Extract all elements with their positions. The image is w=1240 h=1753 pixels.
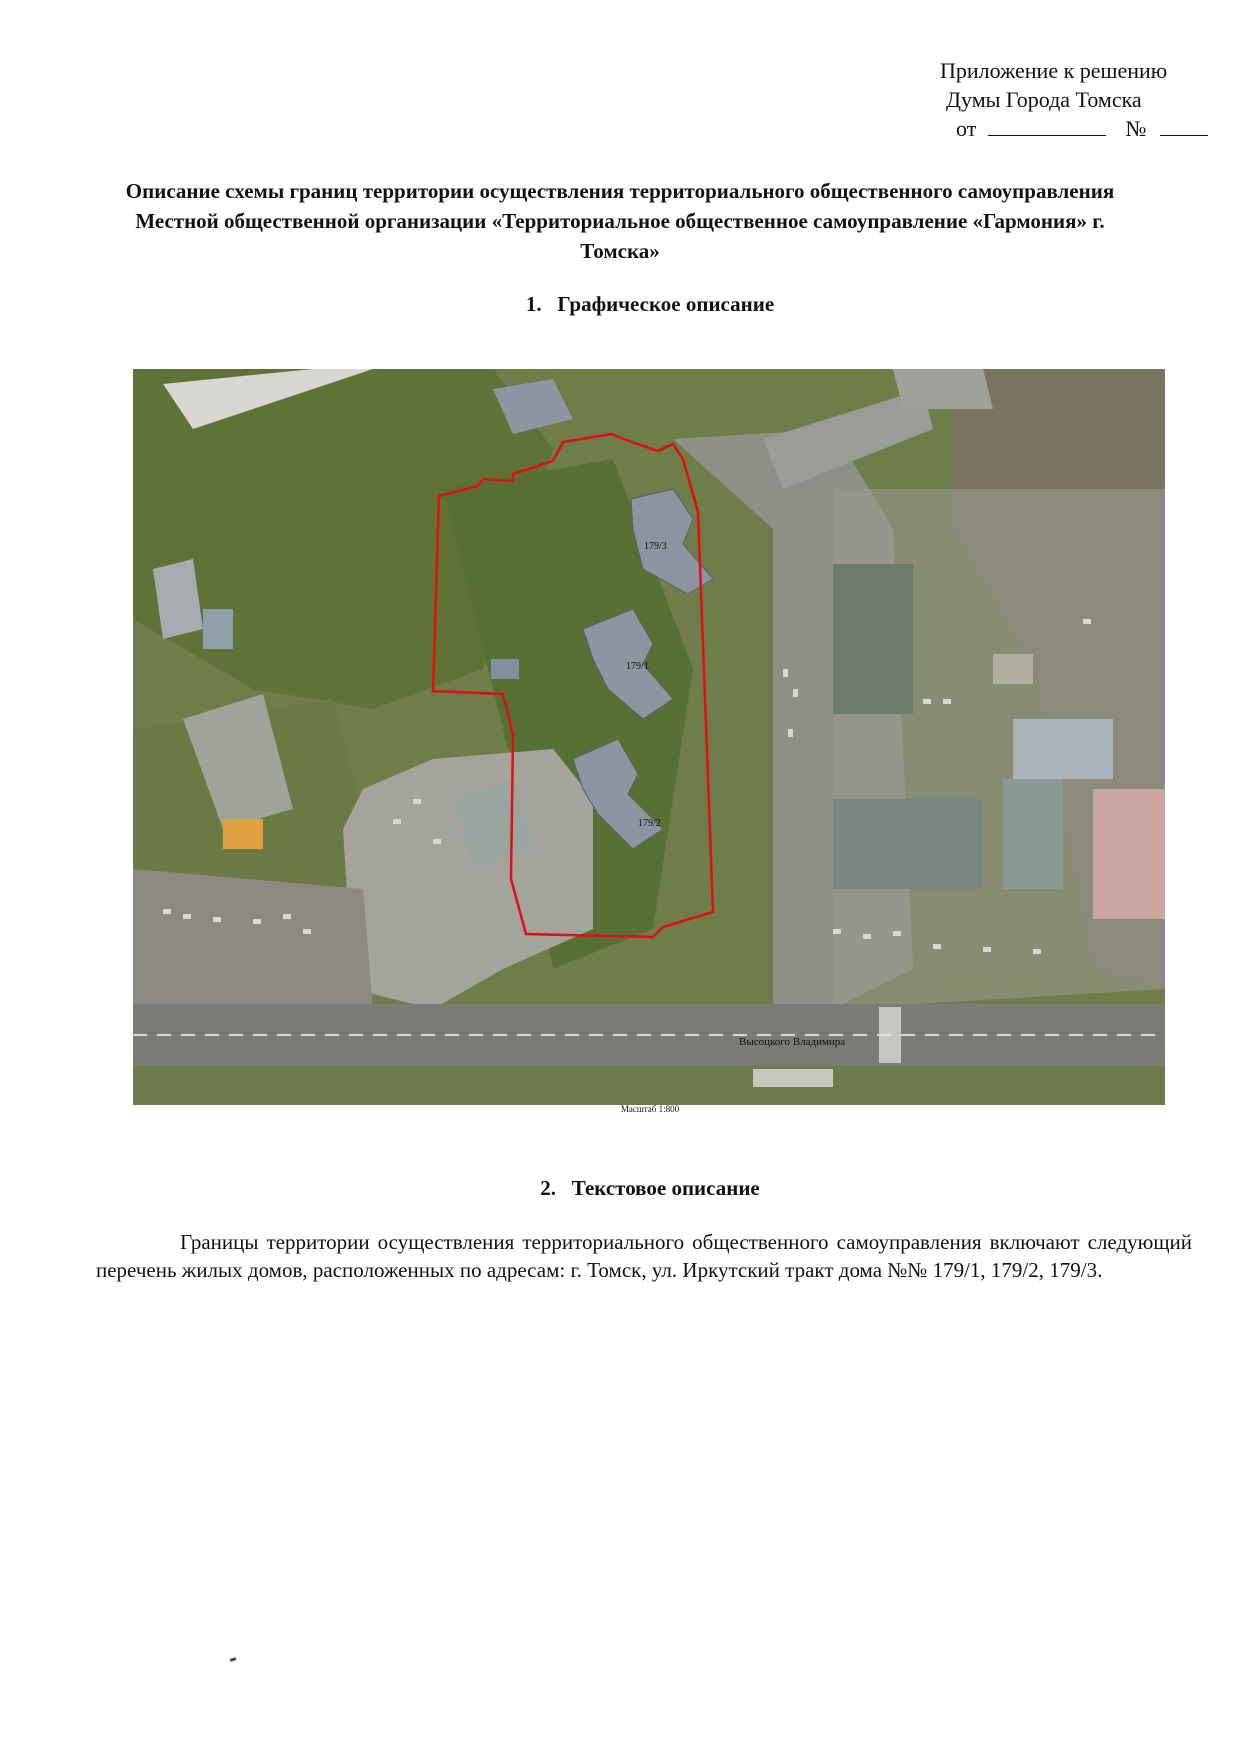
section-2-heading (0, 1176, 1240, 1201)
document-title: Описание схемы границ территории осуществления территориального общественного самоуправления Местной общественной организации «Территориальное общественное самоуправление «Гармония» г. Томска» (125, 179, 1115, 263)
appendix-line-1: Приложение к решению (940, 58, 1168, 83)
section-1-number: 1. (525, 292, 542, 316)
from-label: от (956, 116, 977, 141)
map-scale: Масштаб 1:800 (620, 1104, 680, 1114)
warehouse (1013, 719, 1113, 779)
building (993, 654, 1033, 684)
warehouse (833, 799, 983, 889)
section-1-heading (0, 292, 1240, 317)
label-house-179-3: 179/3 (644, 541, 667, 552)
crosswalk (879, 1007, 901, 1063)
scan-speck (230, 1657, 237, 1662)
parking-lot (133, 869, 373, 1009)
number-blank (1160, 117, 1208, 136)
building (223, 819, 263, 849)
building (491, 659, 519, 679)
building (893, 369, 993, 409)
label-house-179-2: 179/2 (638, 818, 661, 829)
building (1093, 789, 1165, 919)
building (203, 609, 233, 649)
building (753, 1069, 833, 1087)
appendix-line-2: Думы Города Томска (946, 87, 1142, 112)
text-description: Границы территории осуществления территориального общественного самоуправления включают следующий перечень жилых домов, расположенных по адресам: г. Томск, ул. Иркутский тракт дома №№ 179/1, 179/2, 179/3. (96, 1230, 1192, 1282)
label-house-179-1: 179/1 (626, 661, 649, 672)
date-blank (988, 117, 1106, 136)
roadside-grass (133, 1066, 1165, 1105)
section-1-title: Графическое описание (557, 292, 775, 316)
label-street: Высоцкого Владимира (739, 1036, 846, 1048)
appendix-block (940, 56, 1210, 143)
warehouse (833, 564, 913, 714)
section-2-number: 2. (540, 1176, 556, 1200)
warehouse (1003, 779, 1063, 889)
appendix-line-3 (940, 114, 1210, 143)
aerial-map (133, 369, 1165, 1105)
number-label: № (1125, 116, 1147, 141)
section-2-title: Текстовое описание (571, 1176, 760, 1200)
